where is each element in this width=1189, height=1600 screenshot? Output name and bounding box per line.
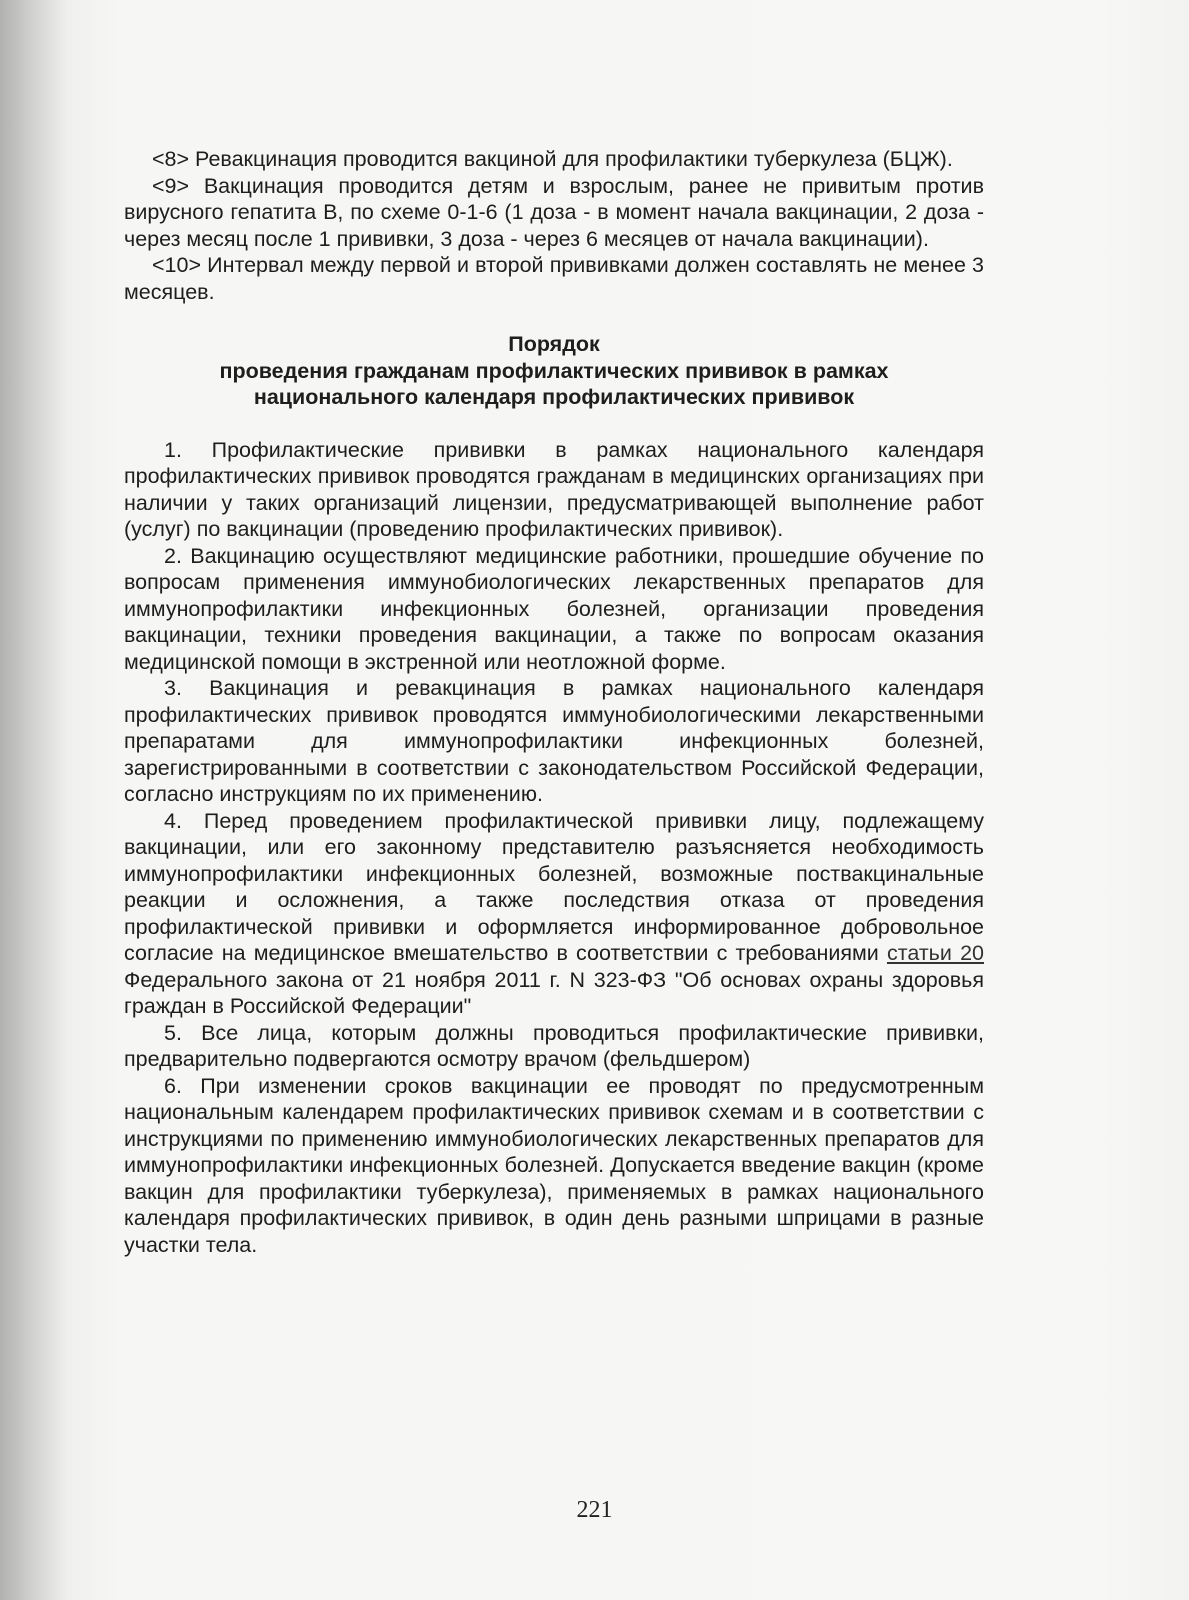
footnote-8: <8> Ревакцинация проводится вакциной для профилактики туберкулеза (БЦЖ). [152,147,953,171]
page-number: 221 [576,1497,613,1523]
footnote-9: <9> Вакцинация проводится детям и взрослым, ранее не привитым против вирусного гепатита В, по схеме 0-1-6 (1 доза - в момент начала вакцинации, 2 доза - через месяц после 1 прививки, 3 доза - через 6 месяцев от начала вакцинации). [124,173,984,251]
paragraph-4 [124,808,984,1020]
section-subtitle-line2: национального календаря профилактических прививок [253,385,855,409]
paragraph-3: 3. Вакцинация и ревакцинация в рамках национального календаря профилактических прививок проводятся иммунобиологическими лекарственными препаратами для иммунопрофилактики инфекционных болезней, зарегистрированными в соответствии с законодательством Российской Федерации, согласно инструкциям по их применению. [124,676,984,806]
spacer [124,411,984,437]
footnote-10: <10> Интервал между первой и второй прививками должен составлять не менее 3 месяцев. [124,253,984,304]
paragraph-6: 6. При изменении сроков вакцинации ее проводят по предусмотренным национальным календарем профилактических прививок схемам и в соответствии с инструкциями по применению иммунобиологических лекарственных препаратов для иммунопрофилактики инфекционных болезней. Допускается введение вакцин (кроме вакцин для профилактики туберкулеза), применяемых в рамках национального календаря профилактических прививок, в один день разными шприцами в разные участки тела. [124,1073,984,1257]
paragraph-1: 1. Профилактические прививки в рамках национального календаря профилактических прививок проводятся гражданам в медицинских организациях при наличии у таких организаций лицензии, предусматривающей выполнение работ (услуг) по вакцинации (проведению профилактических прививок). [124,437,984,541]
section-title: Порядок [508,332,600,356]
paragraph-4-text: 4. Перед проведением профилактической прививки лицу, подлежащему вакцинации, или его законному представителю разъясняется необходимость иммунопрофилактики инфекционных болезней, возможные поствакцинальные реакции и осложнения, а также последствия отказа от проведения профилактической прививки и оформляется информированное добровольное согласие на медицинское вмешательство в соответствии с требованиями [124,808,984,965]
scan-edge-shadow [0,0,70,1600]
paragraph-5: 5. Все лица, которым должны проводиться профилактические прививки, предварительно подвергаются осмотру врачом (фельдшером) [124,1020,984,1071]
paragraph-2: 2. Вакцинацию осуществляют медицинские работники, прошедшие обучение по вопросам применения иммунобиологических лекарственных препаратов для иммунопрофилактики инфекционных болезней, организации проведения вакцинации, техники проведения вакцинации, а также по вопросам оказания медицинской помощи в экстренной или неотложной форме. [124,543,984,674]
law-article-link[interactable]: статьи 20 [886,941,984,965]
paragraph-4-text-end: Федерального закона от 21 ноября 2011 г. N 323-ФЗ "Об основах охраны здоровья граждан в Российской Федерации" [124,967,984,1018]
document-body [124,146,984,1258]
spacer [124,305,984,331]
section-subtitle-line1: проведения гражданам профилактических прививок в рамках [219,358,889,383]
